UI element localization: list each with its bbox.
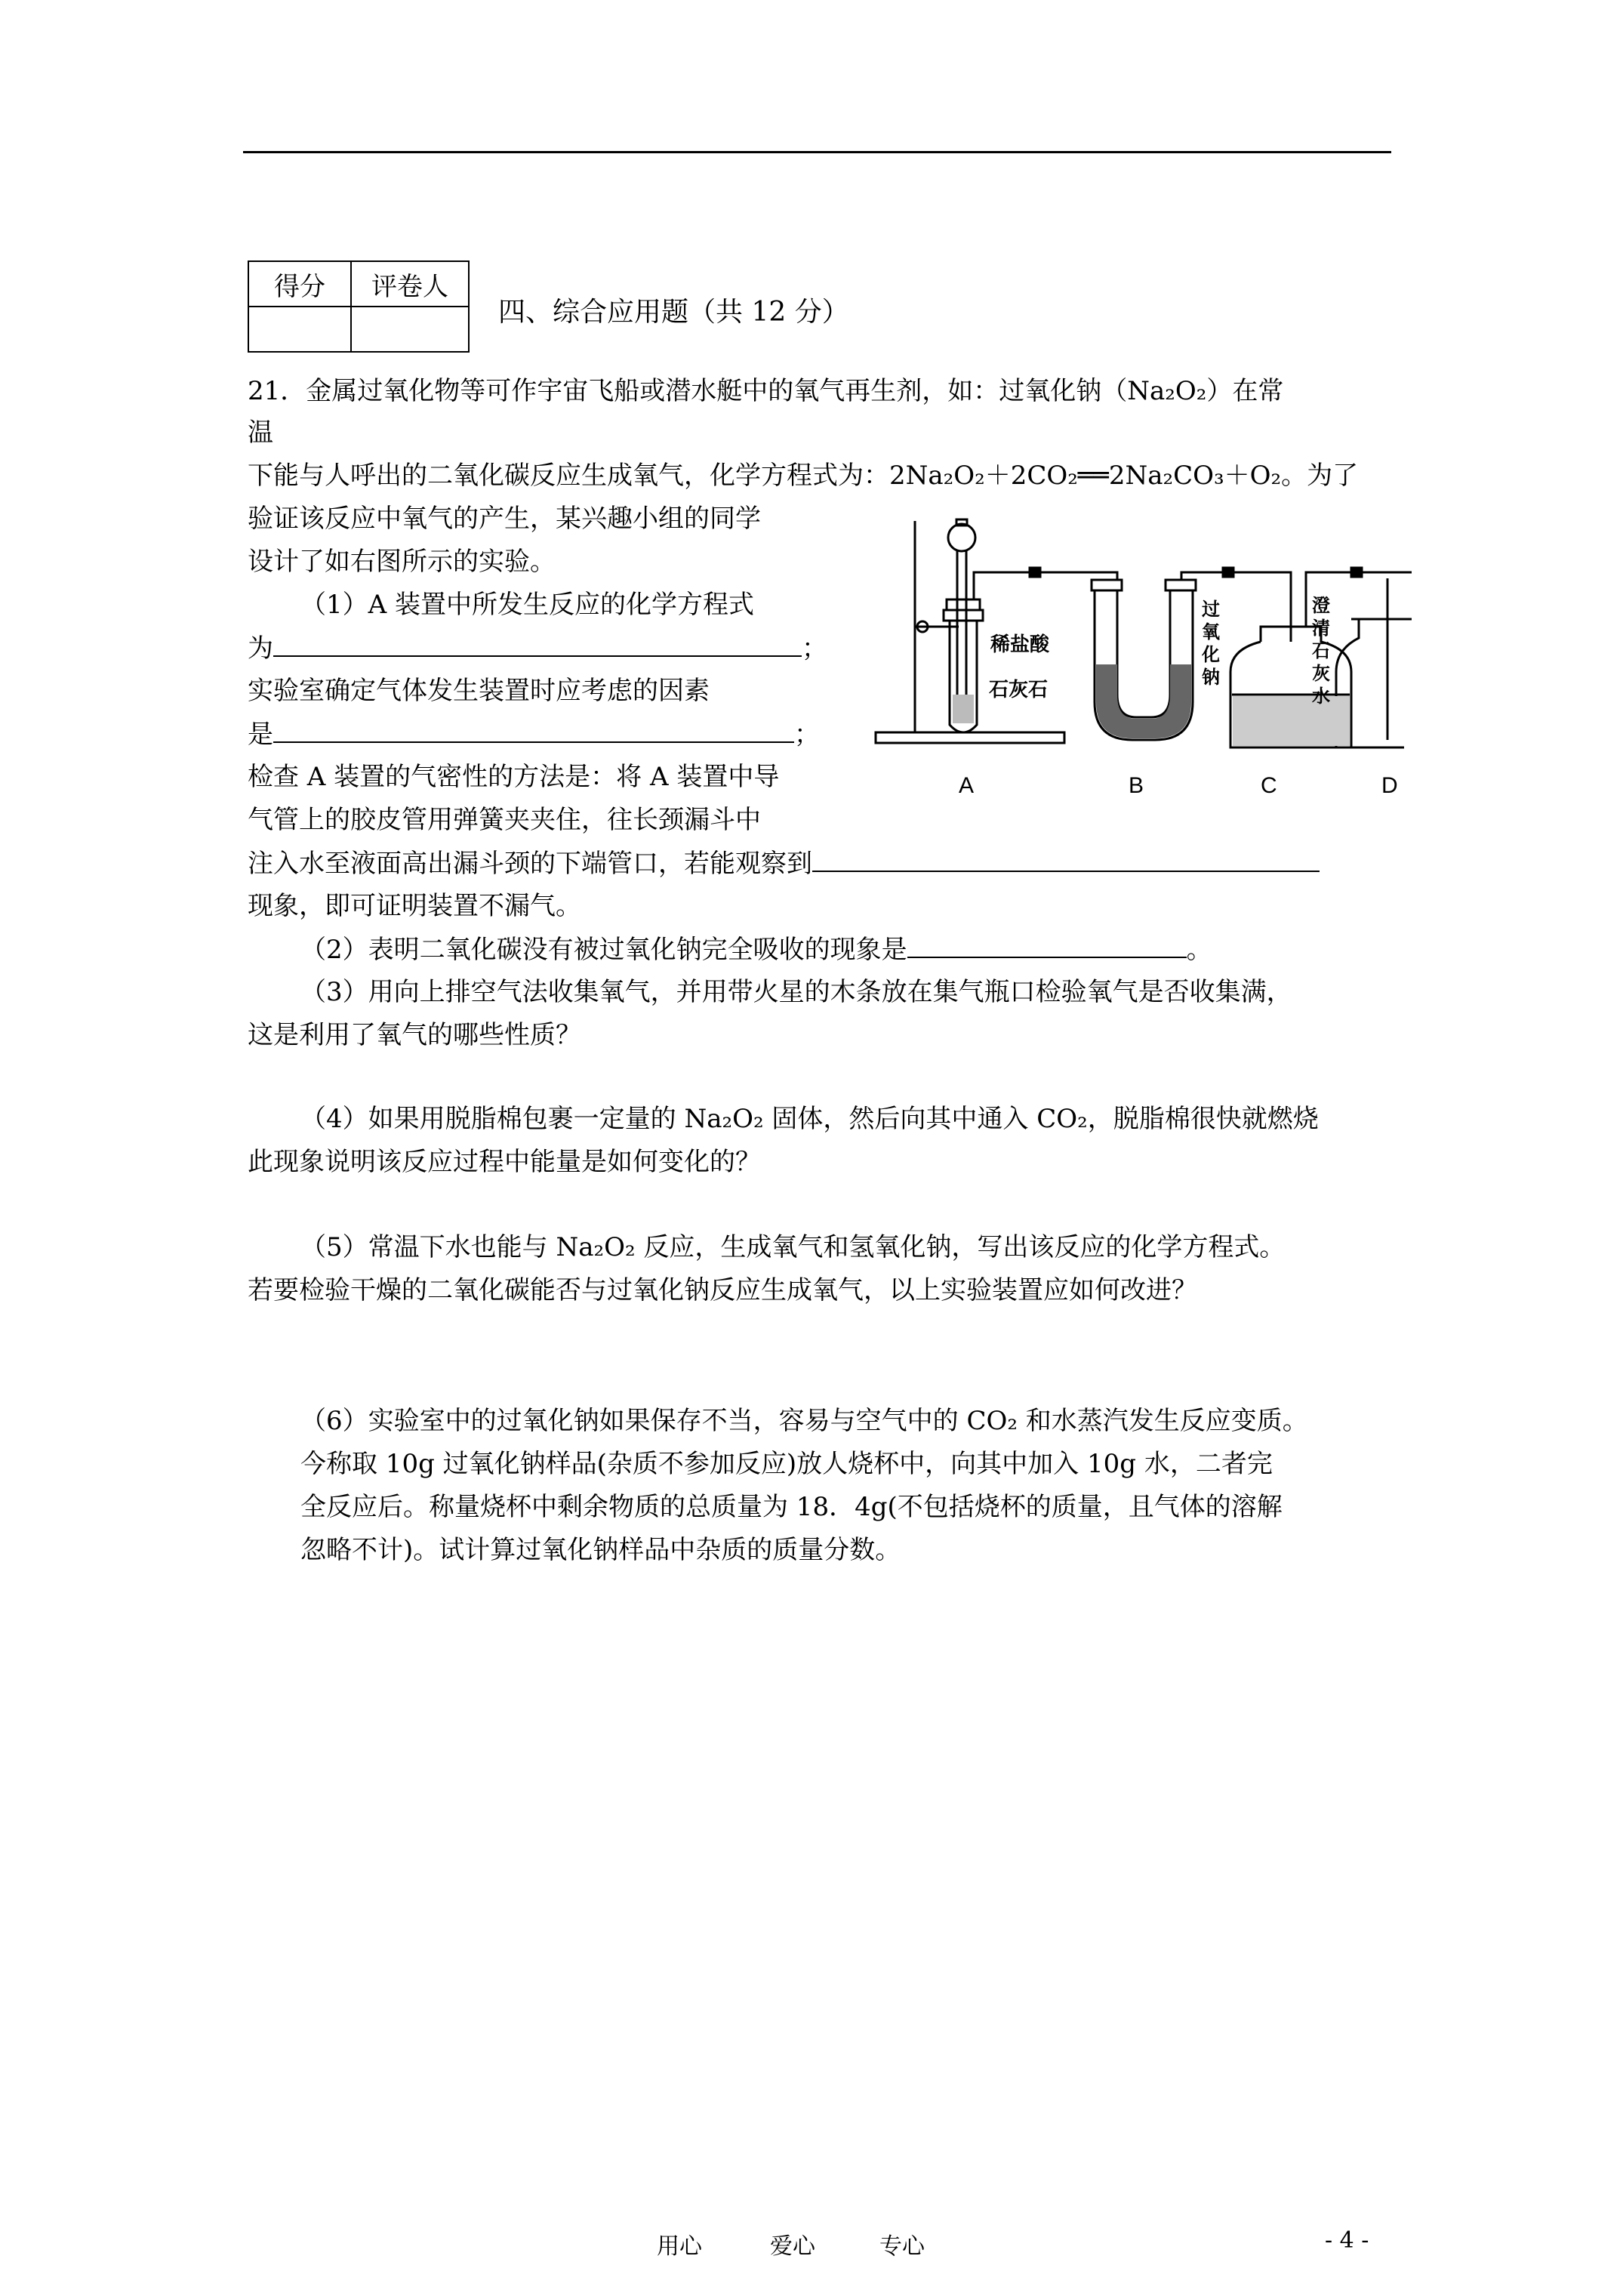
grader-header: 评卷人 [351, 261, 469, 307]
p4-line2: 此现象说明该反应过程中能量是如何变化的？ [248, 1147, 761, 1177]
p1-line4-prefix: 是 [248, 720, 273, 750]
p1-line1: （1）A 装置中所发生反应的化学方程式 [300, 590, 754, 620]
p6-line4: 忽略不计)。试计算过氧化钠样品中杂质的质量分数。 [300, 1535, 901, 1565]
answer-blank[interactable] [907, 934, 1187, 958]
stopper-a [944, 610, 983, 621]
q21-intro-line5: 设计了如右图所示的实验。 [248, 547, 556, 577]
acid-label: 稀盐酸 [990, 633, 1050, 656]
q21-intro-line1: 21．金属过氧化物等可作宇宙飞船或潜水艇中的氧气再生剂，如：过氧化钠（Na₂O₂）在常 [248, 376, 1284, 406]
p1-line3: 实验室确定气体发生装置时应考虑的因素 [248, 676, 710, 706]
label-c: C [1261, 773, 1277, 798]
limewater-char-3: 石 [1312, 640, 1330, 661]
label-b: B [1129, 773, 1144, 798]
q21-intro-line2: 温 [248, 418, 273, 448]
grader-cell [351, 307, 469, 352]
peroxide-fill [1096, 664, 1191, 738]
p1-line5: 检查 A 装置的气密性的方法是：将 A 装置中导 [248, 762, 780, 792]
p1-line6: 气管上的胶皮管用弹簧夹夹住，往长颈漏斗中 [248, 805, 761, 835]
header-rule [243, 151, 1391, 153]
peroxide-char-1: 过 [1202, 599, 1220, 620]
footer-motto-2: 爱心 [770, 2233, 815, 2260]
p2-suffix: 。 [1186, 935, 1212, 965]
peroxide-char-4: 钠 [1202, 667, 1220, 688]
apparatus-diagram [868, 513, 1412, 808]
p1-line4 [248, 719, 820, 750]
answer-blank[interactable] [812, 848, 1320, 872]
p1-line7 [248, 848, 1320, 880]
p6-line2: 今称取 10g 过氧化钠样品(杂质不参加反应)放人烧杯中，向其中加入 10g 水，二者完 [300, 1449, 1273, 1479]
footer-motto-1: 用心 [657, 2233, 702, 2260]
p2-text: （2）表明二氧化碳没有被过氧化钠完全吸收的现象是 [300, 935, 907, 965]
p1-line2-prefix: 为 [248, 633, 273, 664]
limewater-fill [1233, 696, 1350, 746]
score-header: 得分 [248, 261, 351, 307]
score-cell [248, 307, 351, 352]
p1-line2-suffix: ； [802, 633, 827, 664]
limewater-char-4: 灰 [1312, 663, 1330, 684]
delivery-tube-bc [1181, 572, 1291, 642]
q21-intro-line3: 下能与人呼出的二氧化碳反应生成氧气，化学方程式为：2Na₂O₂＋2CO₂══2Na₂CO₃＋O₂。为了 [248, 461, 1359, 491]
p6-line1: （6）实验室中的过氧化钠如果保存不当，容易与空气中的 CO₂ 和水蒸汽发生反应变质。 [300, 1406, 1308, 1436]
p1-line2 [248, 633, 827, 664]
limewater-char-1: 澄 [1312, 595, 1330, 616]
p1-line8: 现象，即可证明装置不漏气。 [248, 891, 581, 921]
stand-base [876, 732, 1064, 743]
section-title: 四、综合应用题（共 12 分） [498, 297, 849, 328]
q21-intro-line4: 验证该反应中氧气的产生，某兴趣小组的同学 [248, 504, 761, 534]
label-a: A [959, 773, 975, 798]
funnel-bulb [948, 524, 975, 551]
peroxide-char-3: 化 [1202, 644, 1220, 665]
p6-line3: 全反应后。称量烧杯中剩余物质的总质量为 18．4g(不包括烧杯的质量，且气体的溶解 [300, 1492, 1283, 1522]
limewater-char-2: 清 [1312, 618, 1330, 639]
p5-line2: 若要检验干燥的二氧化碳能否与过氧化钠反应生成氧气，以上实验装置应如何改进？ [248, 1275, 1197, 1305]
page-number: - 4 - [1325, 2227, 1369, 2254]
p5-line1: （5）常温下水也能与 Na₂O₂ 反应，生成氧气和氢氧化钠，写出该反应的化学方程式。 [300, 1232, 1286, 1262]
label-d: D [1381, 773, 1398, 798]
p3-line2: 这是利用了氧气的哪些性质？ [248, 1020, 581, 1050]
p1-line7-text: 注入水至液面高出漏斗颈的下端管口，若能观察到 [248, 849, 812, 879]
p4-line1: （4）如果用脱脂棉包裹一定量的 Na₂O₂ 固体，然后向其中通入 CO₂，脱脂棉很快就燃烧 [300, 1104, 1319, 1134]
limestone-fill [953, 695, 974, 723]
answer-blank[interactable] [273, 719, 794, 743]
p1-line4-suffix: ； [794, 720, 820, 750]
limewater-char-5: 水 [1312, 686, 1330, 707]
score-table [248, 260, 470, 353]
footer-motto-3: 专心 [879, 2233, 925, 2260]
limestone-label: 石灰石 [989, 679, 1049, 701]
answer-blank[interactable] [273, 633, 802, 657]
p3-line1: （3）用向上排空气法收集氧气，并用带火星的木条放在集气瓶口检验氧气是否收集满， [300, 977, 1292, 1007]
p2-line [300, 934, 1212, 966]
peroxide-char-2: 氧 [1202, 621, 1220, 643]
